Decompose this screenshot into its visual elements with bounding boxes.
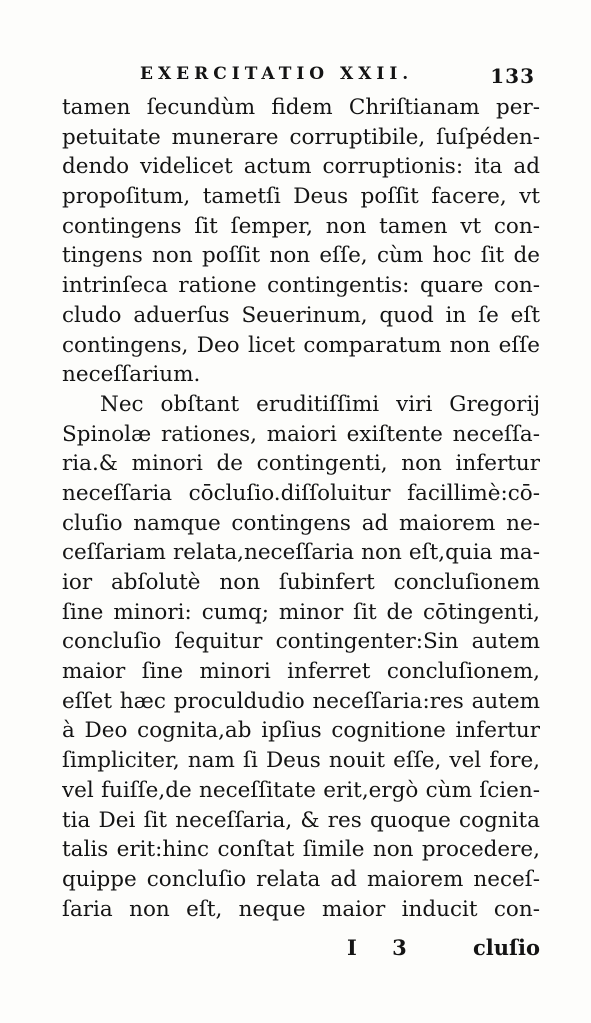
page-footer: [62, 935, 540, 965]
running-head: [140, 64, 535, 92]
text-line: à Deo cognita,ab ipſius cognitione infertur: [62, 718, 540, 744]
text-line: tia Dei ſit neceſſaria, & res quoque cognita: [62, 807, 540, 833]
text-line: cluſio namque contingens ad maiorem ne-: [62, 510, 540, 536]
text-line: tamen ſecundùm fidem Chriſtianam per-: [62, 95, 540, 120]
catchword: cluſio: [472, 935, 540, 960]
text-line: petuitate munerare corruptibile, ſuſpéden-: [62, 124, 540, 150]
text-line: quippe concluſio relata ad maiorem neceſ-: [62, 866, 540, 892]
text-line: ria.& minori de contingenti, non infertur: [62, 451, 540, 477]
text-line: neceſſarium.: [62, 362, 201, 388]
text-line: vel fuiſſe,de neceſſitate erit,ergò cùm ſcien-: [62, 777, 540, 803]
text-line: dendo videlicet actum corruptionis: ita ad: [62, 154, 540, 180]
text-line: Spinolæ rationes, maiori exiſtente neceſſa-: [62, 421, 540, 447]
text-line: neceſſaria cōcluſio.diſſoluitur facillimè:cō-: [62, 480, 540, 506]
text-line: talis erit:hinc conſtat ſimile non procedere,: [62, 837, 540, 863]
text-line: concluſio ſequitur contingenter:Sin autem: [62, 629, 540, 655]
text-line: contingens, Deo licet comparatum non eſſe: [62, 332, 540, 358]
text-line: ceſſariam relata,neceſſaria non eſt,quia ma-: [62, 540, 540, 566]
text-line: intrinſeca ratione contingentis: quare con-: [62, 273, 540, 299]
text-line: tingens non poſſit non eſſe, cùm hoc ſit de: [62, 243, 540, 269]
text-line: maior ſine minori inferret concluſionem,: [62, 659, 540, 685]
signature-mark: I 3: [347, 935, 421, 960]
text-line: ſine minori: cumq; minor ſit de cōtingenti,: [62, 599, 540, 625]
running-title: EXERCITATIO XXII.: [140, 64, 414, 84]
text-line: ior abſolutè non ſubinfert concluſionem: [62, 570, 540, 595]
text-line: ſaria non eſt, neque maior inducit con-: [62, 896, 540, 922]
text-line: contingens ſit ſemper, non tamen vt con-: [62, 213, 540, 239]
text-line: propoſitum, tametſi Deus poſſit facere, vt: [62, 184, 540, 210]
page-number: 133: [490, 64, 535, 88]
body-text: [62, 93, 540, 924]
text-line: cludo aduerſus Seuerinum, quod in ſe eſt: [62, 302, 540, 328]
paragraph-first-line: Nec obſtant eruditiſſimi viri Gregorij: [100, 391, 540, 417]
text-line: ſimpliciter, nam ſi Deus nouit eſſe, vel fore,: [62, 748, 540, 774]
text-line: eſſet hæc proculdudio neceſſaria:res autem: [62, 688, 540, 714]
